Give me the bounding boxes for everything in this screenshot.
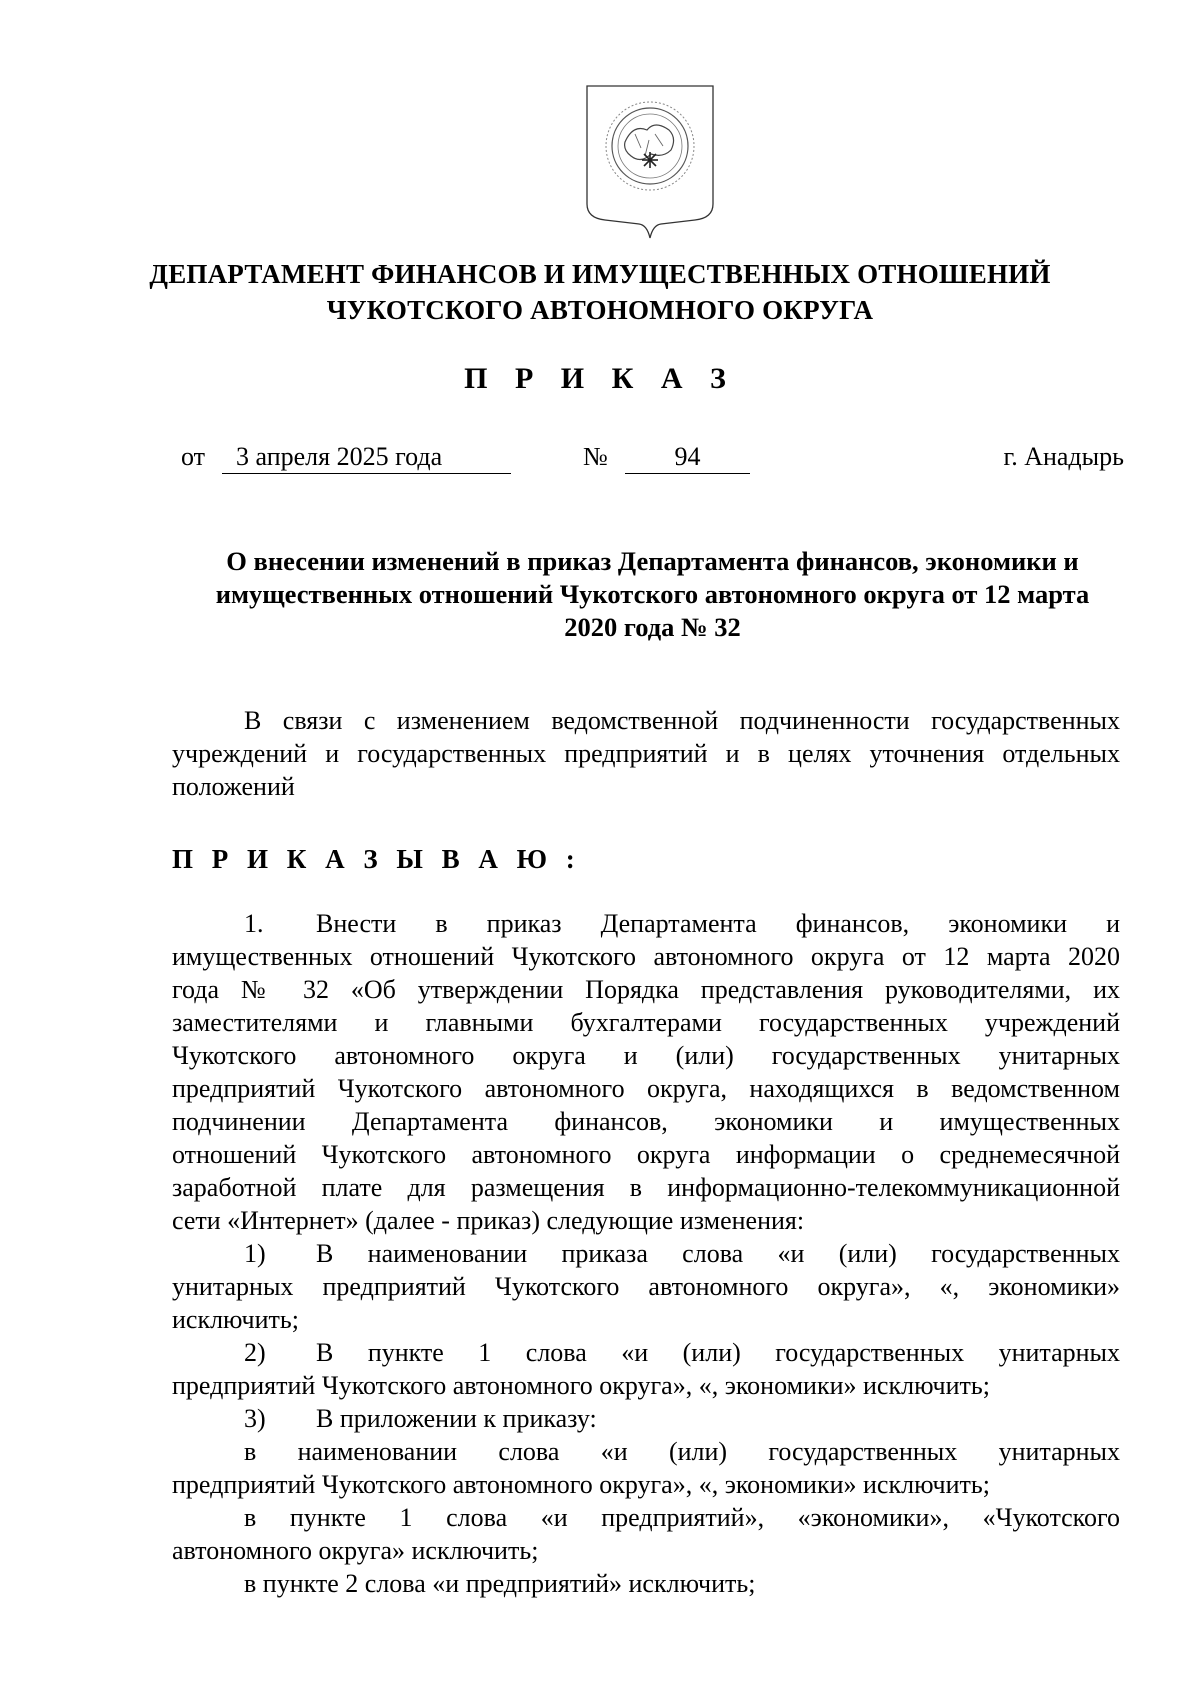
body-line: заработной плате для размещения в информационно-телекоммуникационной bbox=[172, 1173, 1120, 1202]
department-name-line-2: ЧУКОТСКОГО АВТОНОМНОГО ОКРУГА bbox=[326, 295, 874, 325]
body-line: предприятий Чукотского автономного округа», «, экономики» исключить; bbox=[172, 1470, 990, 1499]
body-line: в пункте 2 слова «и предприятий» исключить; bbox=[244, 1569, 756, 1598]
body-line: в пункте 1 слова «и предприятий», «экономики», «Чукотского bbox=[244, 1503, 1120, 1532]
body-line: года № 32 «Об утверждении Порядка представления руководителями, их bbox=[172, 975, 1120, 1004]
list-item bbox=[172, 1237, 1120, 1270]
item-number: 1. bbox=[244, 909, 264, 938]
department-name-line-1: ДЕПАРТАМЕНТ ФИНАНСОВ И ИМУЩЕСТВЕННЫХ ОТНОШЕНИЙ bbox=[149, 259, 1051, 289]
preamble bbox=[172, 704, 1120, 803]
body-line: в наименовании слова «и (или) государственных унитарных bbox=[244, 1437, 1120, 1466]
preamble-line: положений bbox=[172, 772, 295, 801]
list-item bbox=[172, 1336, 1120, 1369]
list-item bbox=[172, 1402, 1120, 1435]
body-line: сети «Интернет» (далее - приказ) следующие изменения: bbox=[172, 1206, 805, 1235]
item-number: 3) bbox=[244, 1404, 266, 1433]
date-label: от bbox=[181, 442, 206, 471]
body-line: исключить; bbox=[172, 1305, 299, 1334]
body-line: предприятий Чукотского автономного округа», «, экономики» исключить; bbox=[172, 1371, 990, 1400]
body-line: имущественных отношений Чукотского автономного округа от 12 марта 2020 bbox=[172, 942, 1120, 971]
body-line: Внести в приказ Департамента финансов, экономики и bbox=[316, 909, 1120, 938]
order-number: 94 bbox=[625, 441, 750, 474]
body-line: отношений Чукотского автономного округа информации о среднемесячной bbox=[172, 1140, 1120, 1169]
body-line: подчинении Департамента финансов, экономики и имущественных bbox=[172, 1107, 1120, 1136]
title-line: О внесении изменений в приказ Департамента финансов, экономики и bbox=[226, 546, 1079, 576]
title-line: имущественных отношений Чукотского автономного округа от 12 марта bbox=[215, 579, 1090, 609]
order-body bbox=[172, 907, 1120, 1600]
order-title bbox=[160, 545, 1145, 644]
coat-of-arms-emblem bbox=[585, 84, 715, 240]
body-line: В пункте 1 слова «и (или) государственных унитарных bbox=[316, 1338, 1120, 1367]
body-line: Чукотского автономного округа и (или) государственных унитарных bbox=[172, 1041, 1120, 1070]
number-label: № bbox=[583, 442, 608, 471]
city: г. Анадырь bbox=[1003, 442, 1124, 471]
title-line: 2020 года № 32 bbox=[564, 612, 741, 642]
document-type-heading: П Р И К А З bbox=[464, 362, 736, 395]
preamble-line: В связи с изменением ведомственной подчиненности государственных bbox=[244, 706, 1120, 735]
commands-heading: П Р И К А З Ы В А Ю : bbox=[172, 844, 581, 874]
item-number: 2) bbox=[244, 1338, 266, 1367]
body-line: предприятий Чукотского автономного округа, находящихся в ведомственном bbox=[172, 1074, 1120, 1103]
order-date: 3 апреля 2025 года bbox=[222, 441, 511, 474]
body-line: В наименовании приказа слова «и (или) государственных bbox=[316, 1239, 1120, 1268]
preamble-line: учреждений и государственных предприятий и в целях уточнения отдельных bbox=[172, 739, 1120, 768]
body-line: унитарных предприятий Чукотского автономного округа», «, экономики» bbox=[172, 1272, 1120, 1301]
list-item bbox=[172, 907, 1120, 940]
item-number: 1) bbox=[244, 1239, 266, 1268]
body-line: В приложении к приказу: bbox=[316, 1404, 597, 1433]
body-line: заместителями и главными бухгалтерами государственных учреждений bbox=[172, 1008, 1120, 1037]
body-line: автономного округа» исключить; bbox=[172, 1536, 539, 1565]
